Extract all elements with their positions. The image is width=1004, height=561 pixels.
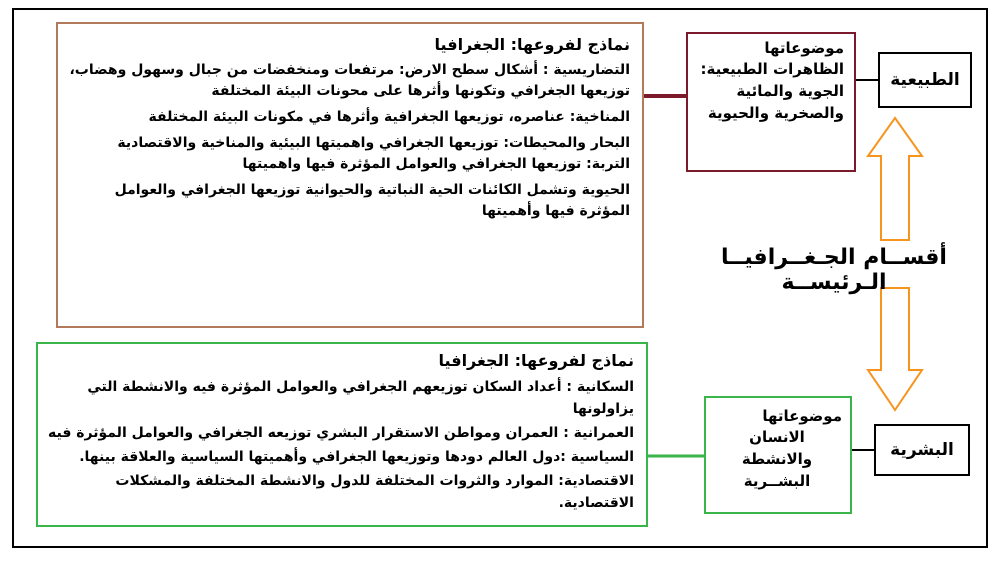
- natural-examples-title: نماذج لفروعها: الجغرافيا: [434, 35, 630, 54]
- natural-topics-title: موضوعاتها: [764, 39, 844, 57]
- human-example-population: السكانية : أعداد السكان توزيعهم الجغرافي والعوامل المؤثرة فيه والانشطة التي يزاولونها: [87, 379, 634, 417]
- human-label-text: البشرية: [890, 440, 954, 460]
- human-examples-box: [36, 342, 648, 527]
- human-topics-box: [704, 396, 852, 514]
- natural-example-soil: التربة: توزيعها الجغرافي والعوامل المؤثرة فيها واهميتها: [242, 156, 630, 172]
- human-topics-title: موضوعاتها: [762, 407, 842, 425]
- natural-section-label: [878, 52, 972, 108]
- natural-example-seas: البحار والمحيطات: توزيعها الجغرافي واهميتها البيئية والمناخية والاقتصادية: [117, 135, 630, 151]
- natural-topics-box: [686, 32, 856, 172]
- up-arrow-icon: [868, 118, 922, 240]
- natural-example-biogeography: الحيوية وتشمل الكائنات الحية النباتية والحيوانية توزيعها الجغرافي والعوامل المؤثرة فيها وأهميتها: [114, 182, 630, 219]
- natural-topics-line: الظاهرات الطبيعية:: [700, 60, 844, 78]
- human-example-urban: العمرانية : العمران ومواطن الاستقرار البشري توزيعه الجغرافي والعوامل المؤثرة فيه: [48, 425, 634, 441]
- human-example-political: السياسية :دول العالم دودها وتوزيعها الجغرافي وأهميتها السياسية والعلاقة بينها.: [79, 449, 634, 465]
- main-title: أقســام الجـغــرافيــا الـرئيســة: [721, 245, 947, 295]
- human-examples-title: نماذج لفروعها: الجغرافيا: [438, 351, 634, 370]
- down-arrow-icon: [868, 288, 922, 410]
- natural-topics-line: الجوية والمائية: [736, 82, 844, 100]
- natural-topics-line: والصخرية والحيوية: [707, 104, 844, 122]
- human-section-label: [874, 424, 970, 476]
- natural-example-topography: التضاريسية : أشكال سطح الارض: مرتفعات ومنخفضات من جبال وسهول وهضاب، توزيعها الجغرافي وتكونها وأثرها على محونات البيئة المختلفة: [69, 62, 630, 99]
- natural-label-text: الطبيعية: [890, 70, 960, 90]
- human-topics-line: البشــرية: [743, 472, 811, 490]
- human-topics-line: الانسان والانشطة: [741, 428, 813, 468]
- human-example-economic: الاقتصادية: الموارد والثروات المختلفة للدول والانشطة المختلفة والمشكلات الاقتصادية.: [115, 473, 634, 511]
- natural-example-climate: المناخية: عناصره، توزيعها الجغرافية وأثرها في مكونات البيئة المختلفة: [148, 109, 630, 125]
- natural-examples-box: [56, 22, 644, 328]
